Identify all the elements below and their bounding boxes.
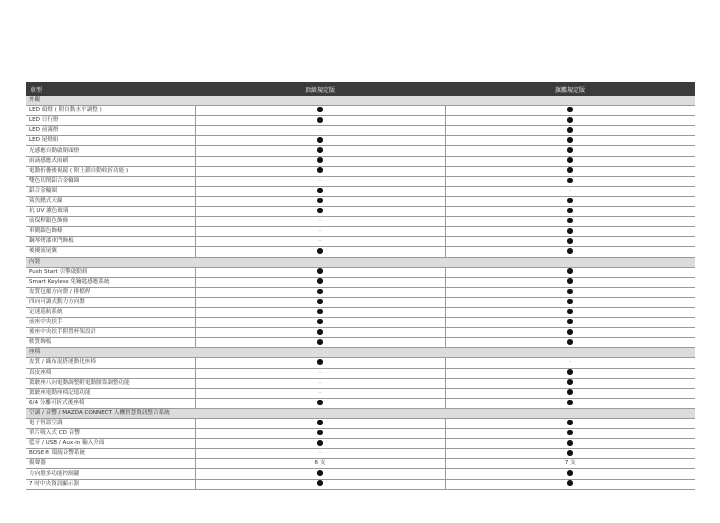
standard-dot-icon — [317, 289, 323, 295]
standard-dot-icon — [567, 450, 573, 456]
table-row — [26, 419, 695, 429]
feature-label: 前保桿銀色飾條 — [26, 217, 195, 227]
table-row — [26, 358, 695, 368]
table-row — [26, 469, 695, 479]
trim-a-value-cell — [195, 378, 445, 388]
standard-dot-icon — [317, 117, 323, 123]
trim-b-value-cell — [445, 297, 695, 307]
standard-dot-icon — [567, 137, 573, 143]
section-title: 內裝 — [26, 257, 695, 267]
feature-label: 皮質 / 織布混搭運動化座椅 — [26, 358, 195, 368]
trim-a-value-cell — [195, 156, 445, 166]
table-row — [26, 277, 695, 287]
feature-label: 後擾流尾翼 — [26, 247, 195, 257]
standard-dot-icon — [567, 127, 573, 133]
feature-label: Push Start 引擎啟動鈕 — [26, 267, 195, 277]
table-row — [26, 429, 695, 439]
standard-dot-icon — [317, 440, 323, 446]
section-title: 座椅 — [26, 348, 695, 358]
table-row — [26, 378, 695, 388]
standard-dot-icon — [567, 440, 573, 446]
trim-a-value-cell — [195, 449, 445, 459]
feature-label: 鯊魚鰭式天線 — [26, 196, 195, 206]
standard-dot-icon — [317, 268, 323, 274]
feature-label: 鋼琴烤漆車門飾板 — [26, 237, 195, 247]
standard-dot-icon — [567, 178, 573, 184]
trim-b-value-cell — [445, 368, 695, 378]
trim-b-value-cell — [445, 146, 695, 156]
standard-dot-icon — [317, 339, 323, 345]
trim-a-value-cell — [195, 388, 445, 398]
feature-label: LED 尾燈組 — [26, 136, 195, 146]
standard-dot-icon — [567, 208, 573, 214]
table-row — [26, 196, 695, 206]
feature-label: 軟質飾板 — [26, 338, 195, 348]
standard-dot-icon — [317, 157, 323, 163]
standard-dot-icon — [567, 278, 573, 284]
standard-dot-icon — [317, 208, 323, 214]
trim-a-value-cell — [195, 247, 445, 257]
trim-b-value-cell — [445, 398, 695, 408]
not-available-dash: - — [319, 379, 321, 386]
trim-a-value-cell — [195, 419, 445, 429]
section-header — [26, 257, 695, 267]
table-row — [26, 287, 695, 297]
trim-b-value-cell — [445, 186, 695, 196]
trim-a-value-cell — [195, 398, 445, 408]
trim-a-value-cell — [195, 196, 445, 206]
trim-b-value-cell — [445, 358, 695, 368]
feature-label: 鋁合金輪圈 — [26, 186, 195, 196]
standard-dot-icon — [317, 480, 323, 486]
table-row — [26, 338, 695, 348]
not-available-dash: - — [319, 450, 321, 457]
trim-b-value-cell — [445, 136, 695, 146]
trim-b-value-cell — [445, 419, 695, 429]
spec-table-header — [26, 82, 695, 96]
feature-label: 車側銀色飾條 — [26, 227, 195, 237]
trim-b-value-cell — [445, 469, 695, 479]
feature-label: 真皮座椅 — [26, 368, 195, 378]
standard-dot-icon — [317, 278, 323, 284]
feature-label: LED 前霧燈 — [26, 126, 195, 136]
trim-a-value-cell — [195, 227, 445, 237]
trim-a-value-cell — [195, 328, 445, 338]
trim-a-value-cell — [195, 136, 445, 146]
standard-dot-icon — [567, 369, 573, 375]
trim-a-value-cell — [195, 277, 445, 287]
standard-dot-icon — [317, 420, 323, 426]
standard-dot-icon — [317, 137, 323, 143]
header-model: 車型 — [26, 82, 195, 96]
not-available-dash: - — [319, 218, 321, 225]
trim-b-value-cell — [445, 328, 695, 338]
standard-dot-icon — [567, 167, 573, 173]
trim-a-value-cell — [195, 166, 445, 176]
table-row — [26, 398, 695, 408]
feature-label: Smart Keyless 免鑰匙感應系統 — [26, 277, 195, 287]
standard-dot-icon — [567, 309, 573, 315]
table-row — [26, 479, 695, 489]
table-row — [26, 126, 695, 136]
trim-b-value-cell — [445, 307, 695, 317]
table-row — [26, 136, 695, 146]
standard-dot-icon — [567, 198, 573, 204]
trim-b-value-cell — [445, 429, 695, 439]
standard-dot-icon — [317, 359, 323, 365]
trim-a-value-cell — [195, 267, 445, 277]
spec-table-body — [26, 96, 695, 489]
standard-dot-icon — [317, 299, 323, 305]
table-row — [26, 267, 695, 277]
trim-a-value-cell — [195, 318, 445, 328]
trim-b-value-cell — [445, 196, 695, 206]
feature-label: 抗 UV 濾色玻璃 — [26, 207, 195, 217]
standard-dot-icon — [567, 389, 573, 395]
feature-label: 四向可調式動力方向盤 — [26, 297, 195, 307]
table-row — [26, 368, 695, 378]
standard-dot-icon — [567, 319, 573, 325]
table-row — [26, 328, 695, 338]
trim-b-value-cell — [445, 227, 695, 237]
trim-a-value-cell — [195, 207, 445, 217]
feature-label: 電子恆溫空調 — [26, 419, 195, 429]
section-title: 空調 / 音響 / MAZDA CONNECT 人機智慧資訊整合系統 — [26, 408, 695, 418]
feature-label: 方向盤多功能控制鍵 — [26, 469, 195, 479]
standard-dot-icon — [567, 117, 573, 123]
trim-a-value-cell — [195, 368, 445, 378]
trim-b-value-cell — [445, 459, 695, 469]
trim-b-value-cell — [445, 318, 695, 328]
table-row — [26, 439, 695, 449]
trim-b-value-cell — [445, 267, 695, 277]
not-available-dash: - — [569, 359, 572, 366]
table-row — [26, 146, 695, 156]
feature-label: 皮質包覆方向盤 / 排檔桿 — [26, 287, 195, 297]
value-text: 7 支 — [564, 460, 576, 467]
feature-label: 後座中央扶手附置杯架設計 — [26, 328, 195, 338]
table-row — [26, 156, 695, 166]
feature-label: 雨滴感應式雨刷 — [26, 156, 195, 166]
trim-b-value-cell — [445, 156, 695, 166]
trim-b-value-cell — [445, 166, 695, 176]
feature-label: 6/4 分離可折式後座椅 — [26, 398, 195, 408]
trim-b-value-cell — [445, 378, 695, 388]
trim-a-value-cell — [195, 439, 445, 449]
standard-dot-icon — [317, 167, 323, 173]
trim-a-value-cell — [195, 146, 445, 156]
standard-dot-icon — [567, 157, 573, 163]
table-row — [26, 449, 695, 459]
standard-dot-icon — [317, 198, 323, 204]
trim-b-value-cell — [445, 116, 695, 126]
standard-dot-icon — [317, 400, 323, 406]
trim-b-value-cell — [445, 338, 695, 348]
standard-dot-icon — [317, 430, 323, 436]
standard-dot-icon — [567, 299, 573, 305]
table-row — [26, 217, 695, 227]
feature-label: 單片吸入式 CD 音響 — [26, 429, 195, 439]
trim-b-value-cell — [445, 126, 695, 136]
trim-a-value-cell — [195, 358, 445, 368]
feature-label: 電動折疊後視鏡 ( 附上鎖自動收折功能 ) — [26, 166, 195, 176]
not-available-dash: - — [319, 127, 321, 134]
trim-b-value-cell — [445, 439, 695, 449]
standard-dot-icon — [567, 107, 573, 113]
standard-dot-icon — [567, 147, 573, 153]
standard-dot-icon — [567, 228, 573, 234]
feature-label: BOSE® 環繞音響系統 — [26, 449, 195, 459]
not-available-dash: - — [319, 238, 321, 245]
standard-dot-icon — [567, 420, 573, 426]
section-header — [26, 96, 695, 106]
spec-sheet — [26, 82, 695, 490]
standard-dot-icon — [317, 248, 323, 254]
table-row — [26, 166, 695, 176]
feature-label: 揚聲器 — [26, 459, 195, 469]
table-row — [26, 459, 695, 469]
not-available-dash: - — [569, 187, 572, 194]
trim-a-value-cell — [195, 338, 445, 348]
trim-b-value-cell — [445, 106, 695, 116]
section-title: 外觀 — [26, 96, 695, 106]
trim-a-value-cell — [195, 176, 445, 186]
standard-dot-icon — [567, 400, 573, 406]
not-available-dash: - — [319, 177, 321, 184]
standard-dot-icon — [317, 107, 323, 113]
standard-dot-icon — [567, 248, 573, 254]
standard-dot-icon — [317, 147, 323, 153]
feature-label: 定速巡航系統 — [26, 307, 195, 317]
feature-label: 駕駛座電動座椅記憶功能 — [26, 388, 195, 398]
trim-a-value-cell — [195, 237, 445, 247]
standard-dot-icon — [317, 309, 323, 315]
standard-dot-icon — [567, 289, 573, 295]
value-text: 6 支 — [314, 460, 326, 467]
trim-b-value-cell — [445, 237, 695, 247]
standard-dot-icon — [317, 188, 323, 194]
table-row — [26, 106, 695, 116]
trim-b-value-cell — [445, 207, 695, 217]
trim-a-value-cell — [195, 186, 445, 196]
trim-b-value-cell — [445, 287, 695, 297]
standard-dot-icon — [567, 268, 573, 274]
feature-label: 藍牙 / USB / Aux-in 輸入介面 — [26, 439, 195, 449]
not-available-dash: - — [319, 389, 321, 396]
trim-b-value-cell — [445, 277, 695, 287]
standard-dot-icon — [317, 319, 323, 325]
section-header — [26, 408, 695, 418]
table-row — [26, 207, 695, 217]
trim-b-value-cell — [445, 217, 695, 227]
standard-dot-icon — [567, 218, 573, 224]
trim-a-value-cell — [195, 469, 445, 479]
standard-dot-icon — [567, 379, 573, 385]
header-trim-b: 旗艦規定版 — [445, 82, 695, 96]
table-row — [26, 307, 695, 317]
trim-a-value-cell — [195, 297, 445, 307]
spec-table — [26, 82, 695, 490]
table-row — [26, 297, 695, 307]
table-row — [26, 176, 695, 186]
trim-a-value-cell — [195, 116, 445, 126]
not-available-dash: - — [319, 228, 321, 235]
trim-b-value-cell — [445, 449, 695, 459]
trim-b-value-cell — [445, 247, 695, 257]
not-available-dash: - — [319, 369, 321, 376]
header-trim-a: 頂級規定版 — [195, 82, 445, 96]
feature-label: LED 日行燈 — [26, 116, 195, 126]
table-row — [26, 388, 695, 398]
trim-a-value-cell — [195, 106, 445, 116]
table-row — [26, 227, 695, 237]
trim-a-value-cell — [195, 126, 445, 136]
standard-dot-icon — [567, 430, 573, 436]
feature-label: 駕駛座八向電動調整附電動腰靠調整功能 — [26, 378, 195, 388]
feature-label: 7 吋中央資訊顯示器 — [26, 479, 195, 489]
trim-a-value-cell — [195, 429, 445, 439]
standard-dot-icon — [567, 238, 573, 244]
feature-label: 前座中央扶手 — [26, 318, 195, 328]
standard-dot-icon — [567, 339, 573, 345]
table-row — [26, 318, 695, 328]
table-row — [26, 237, 695, 247]
trim-b-value-cell — [445, 479, 695, 489]
standard-dot-icon — [317, 470, 323, 476]
feature-label: 雙色切削鋁合金輪圈 — [26, 176, 195, 186]
table-row — [26, 116, 695, 126]
trim-b-value-cell — [445, 388, 695, 398]
standard-dot-icon — [567, 470, 573, 476]
section-header — [26, 348, 695, 358]
trim-b-value-cell — [445, 176, 695, 186]
standard-dot-icon — [567, 329, 573, 335]
feature-label: 光感應自動啟閉頭燈 — [26, 146, 195, 156]
feature-label: LED 頭燈 ( 附自動水平調整 ) — [26, 106, 195, 116]
trim-a-value-cell — [195, 217, 445, 227]
trim-a-value-cell — [195, 287, 445, 297]
table-row — [26, 247, 695, 257]
standard-dot-icon — [567, 480, 573, 486]
standard-dot-icon — [317, 329, 323, 335]
trim-a-value-cell — [195, 307, 445, 317]
trim-a-value-cell — [195, 479, 445, 489]
trim-a-value-cell — [195, 459, 445, 469]
table-row — [26, 186, 695, 196]
